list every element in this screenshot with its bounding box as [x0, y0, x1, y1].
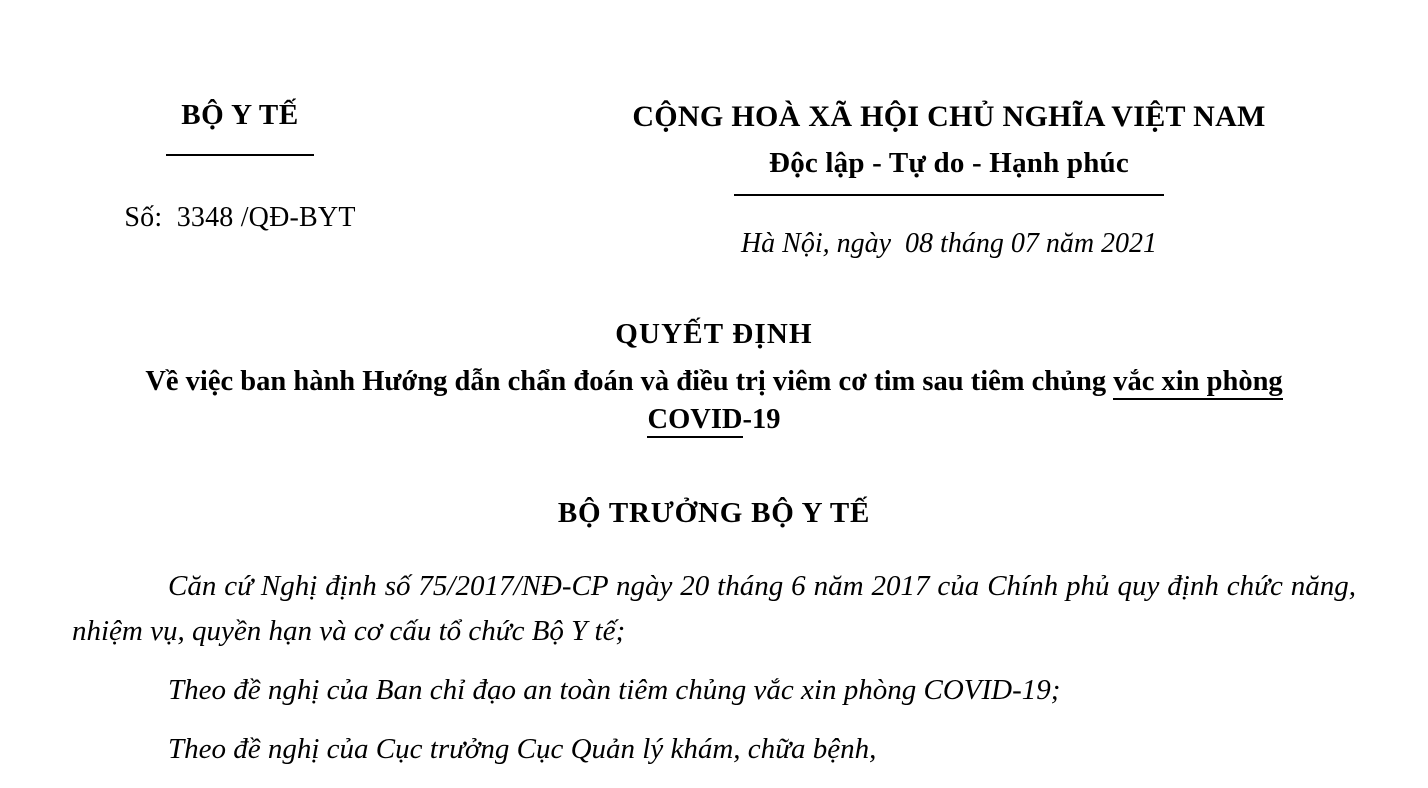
- place-and-date: Hà Nội, ngày 08 tháng 07 năm 2021: [740, 227, 1158, 259]
- document-body: [0, 564, 1428, 772]
- signer-heading: BỘ TRƯỞNG BỘ Y TẾ: [557, 497, 871, 530]
- national-motto: Độc lập - Tự do - Hạnh phúc: [769, 146, 1129, 179]
- organization-divider: [166, 154, 314, 156]
- document-type-title: QUYẾT ĐỊNH: [615, 317, 813, 350]
- proposal-paragraph-2: Theo đề nghị của Cục trưởng Cục Quản lý khám, chữa bệnh,: [168, 733, 877, 766]
- proposal-paragraph-1: Theo đề nghị của Ban chỉ đạo an toàn tiêm chủng vắc xin phòng COVID-19;: [168, 674, 1061, 707]
- subtitle-line-1: Về việc ban hành Hướng dẫn chẩn đoán và điều trị viêm cơ tim sau tiêm: [145, 365, 1025, 397]
- subtitle-line-2-prefix: chủng: [1031, 365, 1114, 397]
- legal-basis-paragraph: Căn cứ Nghị định số 75/2017/NĐ-CP ngày 20 tháng 6 năm 2017 của Chính phủ quy định chức năng, nhiệm vụ, quyền hạn và cơ cấu tổ chức Bộ Y tế;: [72, 570, 1356, 648]
- header-right-column: [480, 100, 1428, 260]
- document-header: [0, 0, 1428, 260]
- national-title: CỘNG HOÀ XÃ HỘI CHỦ NGHĨA VIỆT NAM: [632, 100, 1266, 133]
- header-left-column: [0, 100, 480, 234]
- subtitle-line-2-suffix: -19: [742, 403, 781, 435]
- document-number: Số: 3348 /QĐ-BYT: [124, 201, 356, 233]
- document-subtitle: [124, 363, 1304, 440]
- issuing-organization: BỘ Y TẾ: [181, 99, 299, 131]
- motto-divider: [734, 194, 1164, 196]
- title-block: [0, 318, 1428, 440]
- subtitle-line-2-underlined: vắc xin phòng COVID: [647, 366, 1282, 438]
